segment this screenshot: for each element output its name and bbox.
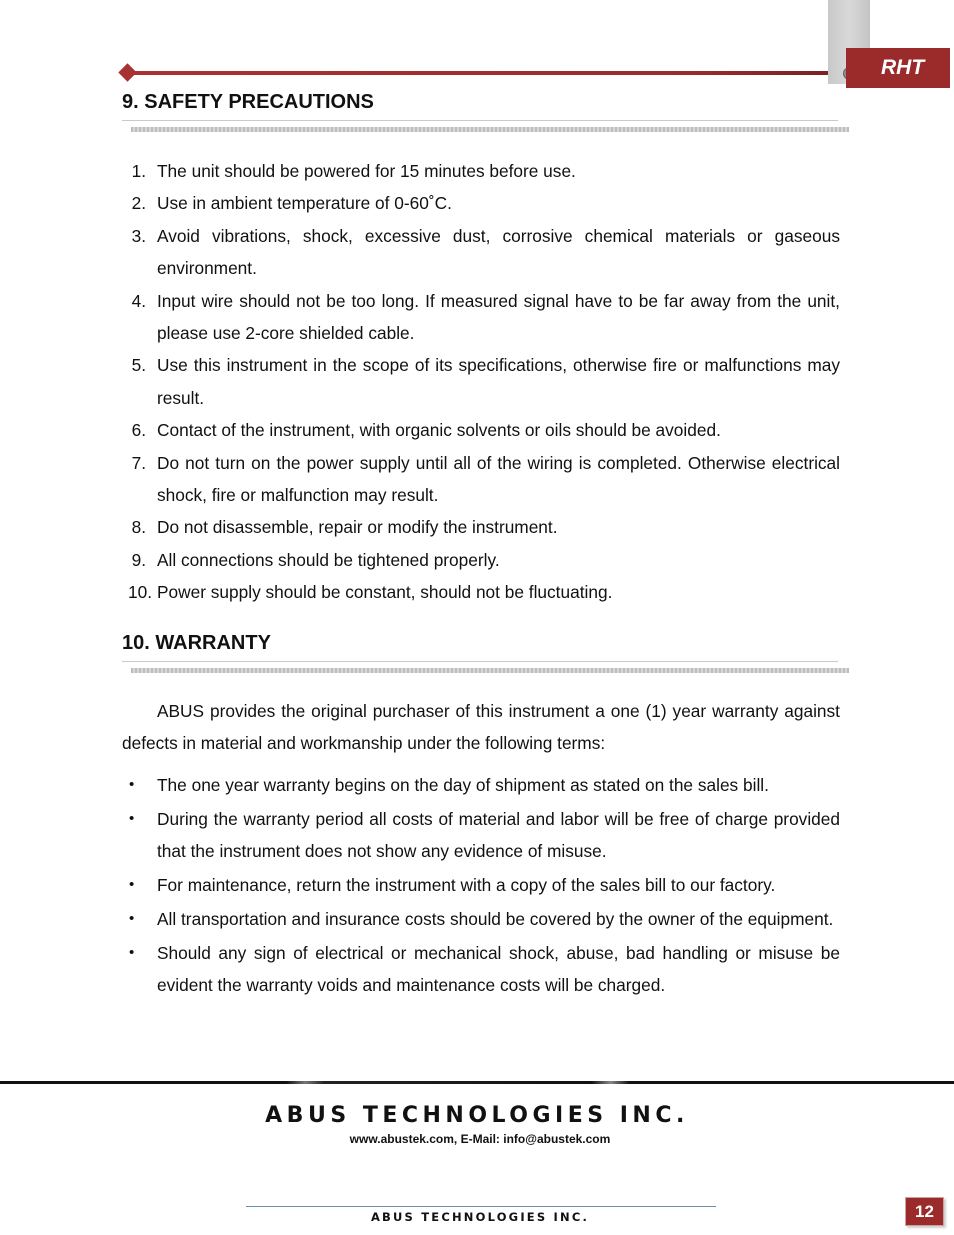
bullet-icon: •: [129, 876, 135, 894]
list-number: 3.: [131, 225, 146, 246]
list-text: Do not disassemble, repair or modify the instrument.: [157, 517, 558, 538]
list-number: 4.: [131, 290, 146, 311]
list-text: Use this instrument in the scope of its specifications, otherwise fire or malfunctions may result.: [157, 355, 840, 408]
list-text: Use in ambient temperature of 0-60˚C.: [157, 193, 452, 214]
list-text: Avoid vibrations, shock, excessive dust, corrosive chemical materials or gaseous environment.: [157, 225, 840, 279]
section-rule-thick: [131, 668, 849, 673]
list-item: [122, 220, 840, 285]
header-rule: [128, 71, 828, 75]
footer-company-name-small: ABUS TECHNOLOGIES INC.: [370, 1210, 590, 1224]
list-number: 1.: [131, 161, 146, 181]
section-heading-warranty: 10. WARRANTY: [122, 632, 271, 654]
list-text: For maintenance, return the instrument with a copy of the sales bill to our factory.: [157, 875, 776, 896]
section-rule-thick: [131, 127, 849, 132]
list-text: During the warranty period all costs of material and labor will be free of charge provided that the instrument does not show any evidence of misuse.: [157, 808, 840, 862]
list-number: 7.: [131, 452, 146, 473]
list-number: 10.: [128, 582, 153, 603]
list-item: [122, 803, 840, 868]
list-item: [122, 447, 840, 512]
list-item: [122, 414, 840, 446]
list-text: Do not turn on the power supply until all of the wiring is completed. Otherwise electrical shock, fire or malfunction may result.: [157, 452, 840, 506]
product-badge: [846, 48, 950, 88]
list-item: [122, 511, 840, 543]
list-number: 9.: [131, 549, 146, 570]
list-item: [122, 285, 840, 350]
list-number: 8.: [131, 517, 146, 538]
list-text: Contact of the instrument, with organic solvents or oils should be avoided.: [157, 420, 721, 441]
list-text: All connections should be tightened properly.: [157, 549, 500, 570]
page-number: 12: [905, 1197, 944, 1226]
list-item: [122, 187, 840, 219]
bullet-icon: •: [129, 809, 135, 827]
list-item: [122, 155, 840, 187]
list-item: [122, 576, 840, 608]
bullet-icon: •: [129, 776, 135, 793]
footer-company-name: ABUS TECHNOLOGIES INC.: [265, 1103, 689, 1128]
list-number: 5.: [131, 355, 146, 376]
list-item: [122, 544, 840, 576]
list-item: [122, 903, 840, 935]
list-item: [122, 349, 840, 414]
footer-contact: www.abustek.com, E-Mail: info@abustek.com: [349, 1132, 611, 1146]
footer-rule: [0, 1081, 954, 1084]
bullet-icon: •: [129, 910, 135, 928]
section-rule-thin: [122, 661, 838, 662]
list-item: [122, 937, 840, 1002]
list-text: Should any sign of electrical or mechanical shock, abuse, bad handling or misuse be evident the warranty voids and maintenance costs will be charged.: [157, 943, 840, 996]
list-item: [122, 769, 840, 801]
product-badge-label: RHT: [881, 56, 925, 79]
section-heading-safety: 9. SAFETY PRECAUTIONS: [122, 91, 374, 113]
header-diamond-icon: [118, 63, 136, 81]
footer-rule-blue: [246, 1206, 716, 1207]
list-text: Input wire should not be too long. If measured signal have to be far away from the unit, please use 2-core shielded cable.: [157, 290, 840, 344]
list-number: 2.: [131, 193, 146, 214]
safety-list: [122, 155, 840, 609]
warranty-terms-list: [122, 769, 840, 1003]
list-text: The one year warranty begins on the day of shipment as stated on the sales bill.: [157, 775, 769, 795]
list-number: 6.: [131, 420, 146, 441]
warranty-intro: ABUS provides the original purchaser of this instrument a one (1) year warranty against defects in material and workmanship under the following terms:: [122, 701, 840, 754]
list-text: Power supply should be constant, should not be fluctuating.: [157, 582, 613, 603]
list-item: [122, 869, 840, 901]
bullet-icon: •: [129, 944, 135, 962]
list-text: The unit should be powered for 15 minutes before use.: [157, 161, 576, 181]
list-text: All transportation and insurance costs should be covered by the owner of the equipment.: [157, 909, 834, 930]
section-rule-thin: [122, 120, 838, 121]
